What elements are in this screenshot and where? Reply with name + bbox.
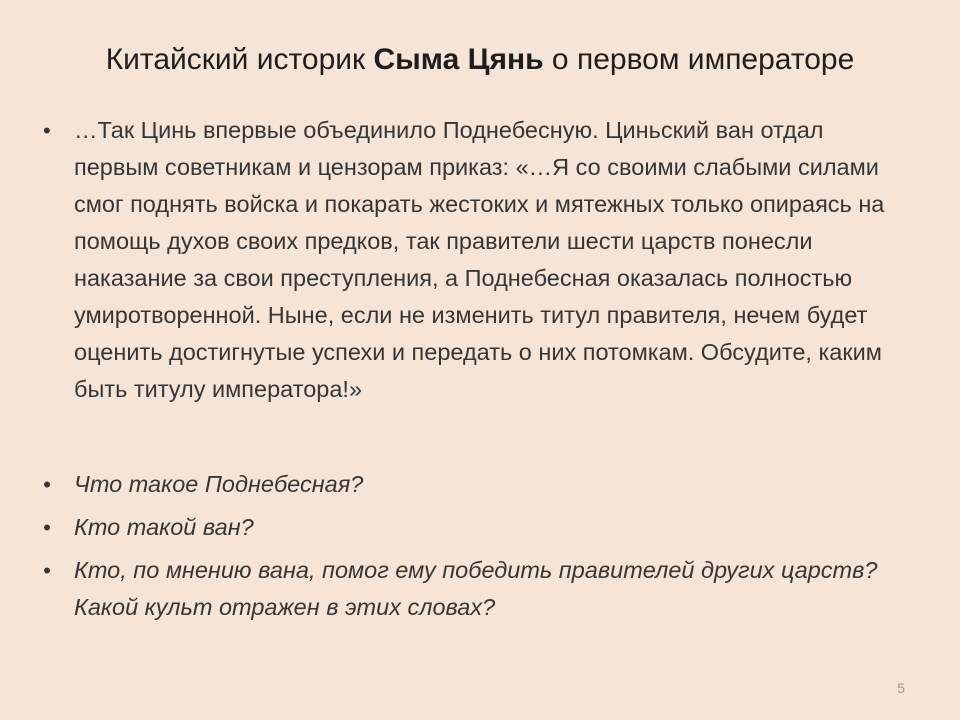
bullet-text: Что такое Поднебесная? (74, 471, 364, 497)
bullet-text: Кто такой ван? (74, 514, 254, 540)
bullet-icon: • (43, 515, 51, 540)
bullet-icon: • (43, 118, 51, 143)
bullet-quote (0, 112, 960, 408)
bullet-list (0, 112, 960, 632)
title-bold-name: Сыма Цянь (373, 43, 544, 76)
page-number: 5 (897, 680, 905, 696)
bullet-question-2 (0, 509, 960, 546)
title-prefix: Китайский историк (105, 43, 374, 76)
bullet-text: …Так Цинь впервые объединило Поднебесную. Циньский ван отдал первым советникам и цензорам приказ: «…Я со своими слабыми силами смог поднять войска и покарать жестоких и мятежных только опираясь на помощь духов своих предков, так правители шести царств понесли наказание за свои преступления, а Поднебесная оказалась полностью умиротворенной. Ныне, если не изменить титул правителя, нечем будет оценить достигнутые успехи и передать о них потомкам. Обсудите, каким быть титулу императора!» (74, 117, 885, 402)
slide-title (40, 38, 920, 82)
bullet-icon: • (43, 558, 51, 583)
bullet-question-1 (0, 466, 960, 503)
bullet-question-3 (0, 552, 960, 626)
bullet-icon: • (43, 472, 51, 497)
title-suffix: о первом императоре (543, 43, 855, 76)
bullet-text: Кто, по мнению вана, помог ему победить правителей других царств? Какой культ отражен в этих словах? (74, 557, 878, 620)
